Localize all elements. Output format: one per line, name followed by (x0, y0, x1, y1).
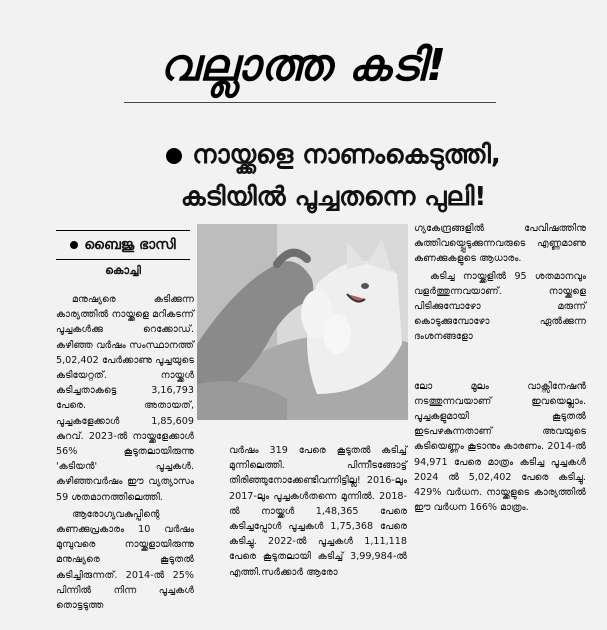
article-paragraph: ആരോഗ്യവകുപ്പിന്റെ കണക്കുപ്രകാരം 10 വർഷം മുമ്പുവരെ നായ്ക്കളായിരുന്നു മനുഷ്യരെ കൂടുതൽ കടിച്ചിരുന്നത്. 2014-ൽ 25% പിന്നിൽ നിന്ന പൂച്ചകൾ തൊട്ടടുത്ത (56, 508, 194, 612)
headline: വല്ലാത്ത കടി! (159, 40, 448, 91)
subhead-line-1 (100, 134, 567, 176)
bullet-icon (166, 148, 182, 164)
subhead-line-2: കടിയിൽ പൂച്ചതന്നെ പുലി! (180, 182, 487, 212)
subhead-line-1-text: നായ്ക്കളെ നാണംകെടുത്തി, (192, 140, 501, 170)
article-column-3 (414, 221, 586, 515)
cat-biting-hand-photo (197, 224, 408, 420)
bullet-icon (70, 241, 78, 249)
article-column-2 (229, 443, 407, 580)
author (56, 231, 190, 253)
subhead (100, 134, 567, 218)
article-paragraph: കടിച്ച നായ്ക്കളിൽ 95 ശതമാനവും വളർത്തുന്നവയാണ്. നായ്ക്കളെ പിടിക്കുമ്പോഴോ മരുന്ന് കൊടുക്കുമ്പോഴോ ഏൽക്കുന്ന ദംശനങ്ങളോ (414, 270, 586, 343)
article-column-1 (56, 292, 194, 613)
article-paragraph: മനുഷ്യരെ കടിക്കുന്ന കാര്യത്തിൽ നായ്ക്കളെ മറികടന്ന് പൂച്ചകൾക്കു റെക്കോഡ്. കഴിഞ്ഞ വർഷം സംസ്ഥാനത്ത് 5,02,402 പേർക്കാണു പൂച്ചയുടെ കടിയേറ്റത്. നായ്ക്കൾ കടിച്ചതാകട്ടെ 3,16,793 പേരെ. അതായത്, പൂച്ചകളേക്കാൾ 1,85,609 കുറവ്. 2023-ൽ നായ്ക്കളേക്കാൾ 56% കൂടുതലായിരുന്നു 'കടിയൻ' പൂച്ചകൾ. കഴിഞ്ഞവർഷം ഈ വ്യത്യാസം 59 ശതമാനത്തിലെത്തി. (56, 294, 194, 503)
author-name: ബൈജു ഭാസി (84, 237, 176, 253)
headline-rule (124, 102, 496, 103)
byline (56, 230, 190, 278)
article-paragraph: വർഷം 319 പേരെ കൂടുതൽ കടിച്ച് മുന്നിലെത്തി. പിന്നീടങ്ങോട്ട് തിരിഞ്ഞുനോക്കേണ്ടിവന്നിട്ടില്ല! 2016-ലും 2017-ലും പൂച്ചകൾതന്നെ മുന്നിൽ. 2018-ൽ നായ്ക്കൾ 1,48,365 പേരെ കടിച്ചപ്പോൾ പൂച്ചകൾ 1,75,368 പേരെ കടിച്ചു. 2022-ൽ പൂച്ചകൾ 1,11,118 പേരെ കൂടുതലായി കടിച്ച് 3,99,984-ൽ എത്തി.സർക്കാർ ആരോ (229, 445, 407, 578)
photo-illustration (197, 224, 408, 420)
article-paragraph: ലോ മൂലം വാക്സിനേഷൻ നടത്തുന്നവയാണ് ഇവയെല്ലാം. പൂച്ചകളുമായി കൂടുതൽ ഇടപഴകുന്നതാണ് അവയുടെ കടിയെണ്ണം കൂടാനും കാരണം. 2014-ൽ 94,971 പേരെ മാത്രം കടിച്ച പൂച്ചകൾ 2024 ൽ 5,02,402 പേരെ കടിച്ചു. 429% വർധന. നായ്ക്കളുടെ കാര്യത്തിൽ ഈ വർധന 166% മാത്രം. (414, 380, 586, 514)
dateline-place: കൊച്ചി (56, 259, 190, 278)
article-paragraph: ഗ്യകേന്ദ്രങ്ങളിൽ പേവിഷത്തിനു കുത്തിവയ്പ്പെടുക്കുന്നവരുടെ എണ്ണമാണു കണക്കുകളുടെ ആധാരം. (414, 223, 586, 265)
